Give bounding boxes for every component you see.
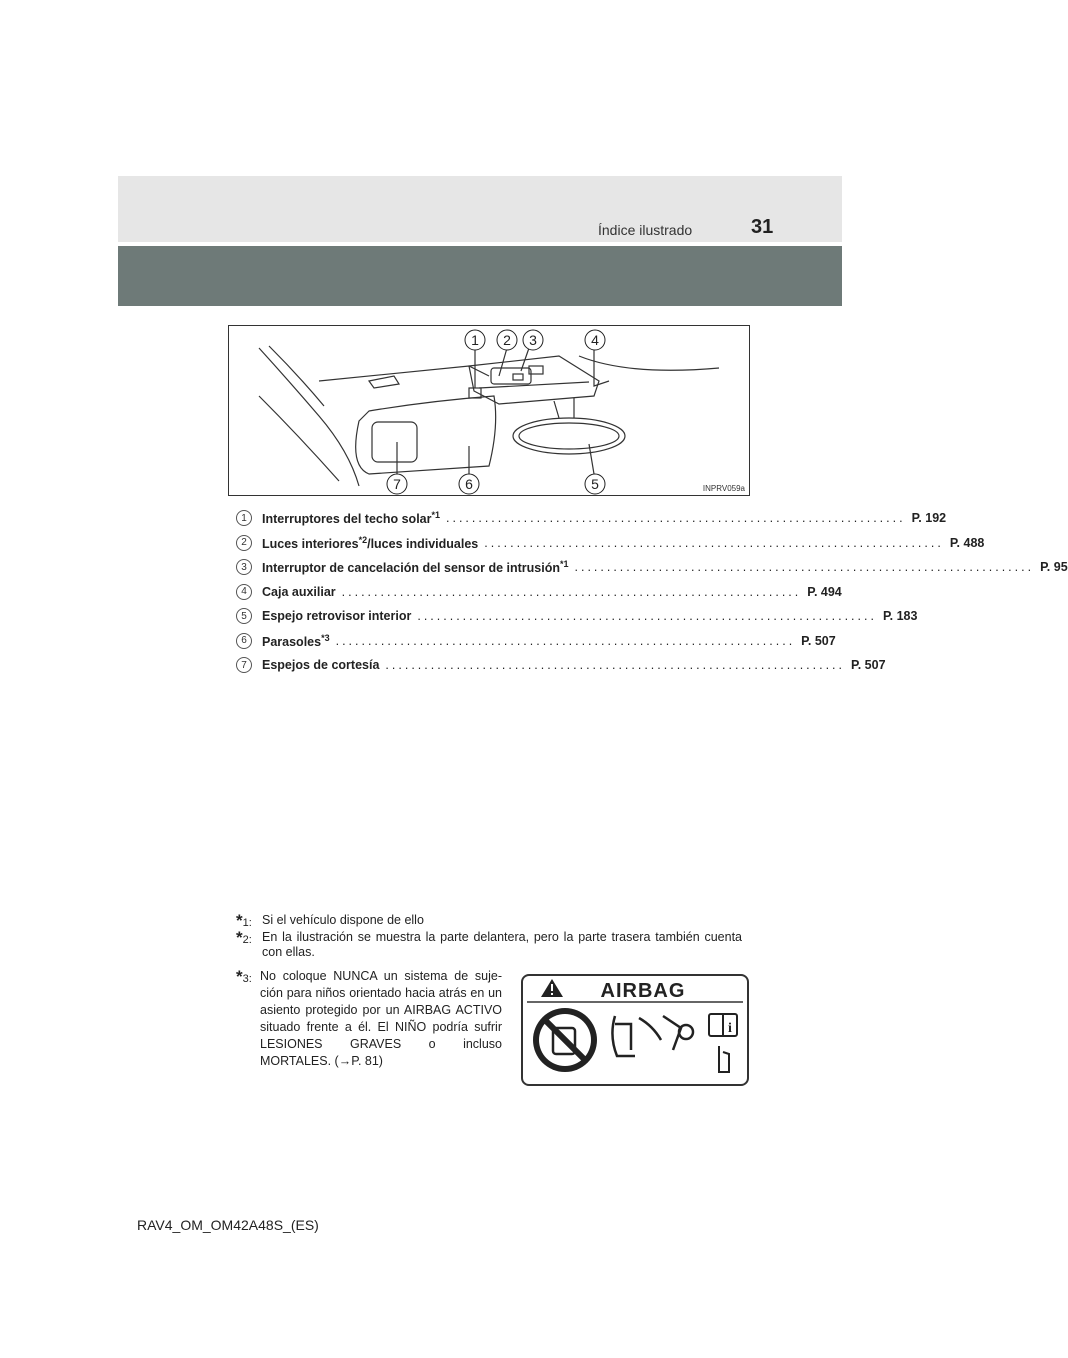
page-number: 31	[751, 216, 774, 238]
footnote-3: *3: No coloque NUNCA un sistema de suje-ción para niños orientado hacia atrás en un asiento protegido por un AIRBAG ACTIVO situado frente a él. El NIÑO podría sufrir LESIONES GRAVES o incluso MORTALES. (→P. 81)	[236, 967, 502, 1068]
footnote-text: Si el vehículo dispone de ello	[262, 913, 424, 927]
item-number: 6	[236, 633, 252, 649]
header-dark-band	[118, 246, 842, 306]
footnote-1: *1: Si el vehículo dispone de ello	[236, 911, 424, 930]
figure-code: INPRV059a	[702, 484, 745, 493]
footnotes	[236, 913, 742, 962]
airbag-seat-icon	[612, 1016, 693, 1056]
list-item[interactable]	[236, 629, 836, 654]
item-number: 7	[236, 657, 252, 673]
item-label: Luces interiores	[262, 536, 359, 551]
warning-triangle-icon	[541, 979, 563, 997]
callout-7: 7	[393, 476, 401, 492]
item-number: 3	[236, 559, 252, 575]
footnote-text: En la ilustración se muestra la parte delantera, pero la parte trasera también cuenta con ellas.	[262, 930, 742, 959]
callout-2: 2	[503, 332, 511, 348]
item-label: Espejo retrovisor interior	[262, 609, 412, 624]
item-number: 2	[236, 535, 252, 551]
callout-6: 6	[465, 476, 473, 492]
item-number: 5	[236, 608, 252, 624]
callout-3: 3	[529, 332, 537, 348]
footnote-ref: *2	[358, 534, 368, 545]
footnote-marker: 1	[242, 917, 249, 929]
leader-dots: .......................................................................	[417, 609, 877, 624]
list-item[interactable]	[236, 580, 842, 605]
header-band	[118, 176, 842, 242]
document-code: RAV4_OM_OM42A48S_(ES)	[137, 1217, 319, 1233]
item-number: 4	[236, 584, 252, 600]
callout-5: 5	[591, 476, 599, 492]
item-label: Interruptores del techo solar	[262, 512, 432, 527]
page-ref[interactable]: P. 183	[882, 609, 918, 624]
no-rear-facing-seat-icon	[533, 1008, 597, 1072]
airbag-title: AIRBAG	[600, 980, 686, 1002]
item-number: 1	[236, 510, 252, 526]
footnote-ref: *3	[321, 632, 330, 643]
list-item[interactable]	[236, 604, 918, 629]
list-item[interactable]	[236, 506, 947, 531]
callout-4: 4	[591, 332, 599, 348]
item-label: Caja auxiliar	[262, 584, 336, 599]
leader-dots: .......................................................................	[484, 535, 944, 550]
page-ref[interactable]: P. 192	[911, 511, 947, 526]
footnote-marker: 3	[242, 973, 249, 985]
overhead-console-illustration	[228, 325, 750, 496]
leader-dots: .......................................................................	[446, 511, 906, 526]
page-ref[interactable]: P. 494	[807, 584, 842, 599]
footnote-ref: *1	[431, 510, 440, 521]
footnote-text: No coloque NUNCA un sistema de suje-ción para niños orientado hacia atrás en un asiento protegido por un AIRBAG ACTIVO situado frente a él. El NIÑO podría sufrir LESIONES GRAVES o incluso MORTALES. (→P. 81)	[260, 969, 502, 1068]
list-item[interactable]	[236, 555, 1068, 580]
airbag-warning-label	[521, 974, 749, 1086]
leader-dots: .......................................................................	[574, 560, 1035, 575]
page-ref[interactable]: P. 507	[801, 633, 836, 648]
item-label-continued: /luces individuales	[367, 536, 479, 551]
component-list	[236, 506, 1068, 678]
leader-dots: .......................................................................	[341, 584, 802, 599]
list-item[interactable]	[236, 531, 985, 556]
item-label: Parasoles	[262, 634, 322, 649]
page-ref[interactable]: P. 95	[1040, 560, 1068, 575]
item-label: Interruptor de cancelación del sensor de intrusión	[262, 561, 560, 576]
leader-dots: .......................................................................	[335, 633, 796, 648]
footnote-2: *2: En la ilustración se muestra la parte delantera, pero la parte trasera también cuenta con ellas.	[236, 928, 742, 959]
footnote-marker: 2	[242, 934, 249, 946]
leader-dots: .......................................................................	[385, 658, 845, 673]
svg-text:i: i	[728, 1021, 732, 1036]
footnote-ref: *1	[559, 559, 569, 570]
item-label: Espejos de cortesía	[262, 658, 380, 673]
section-title: Índice ilustrado	[598, 222, 693, 238]
list-item[interactable]	[236, 653, 886, 678]
manual-icon	[709, 1014, 737, 1072]
page-ref[interactable]: P. 507	[851, 658, 886, 673]
callout-1: 1	[471, 332, 479, 348]
page-ref[interactable]: P. 488	[949, 535, 985, 550]
